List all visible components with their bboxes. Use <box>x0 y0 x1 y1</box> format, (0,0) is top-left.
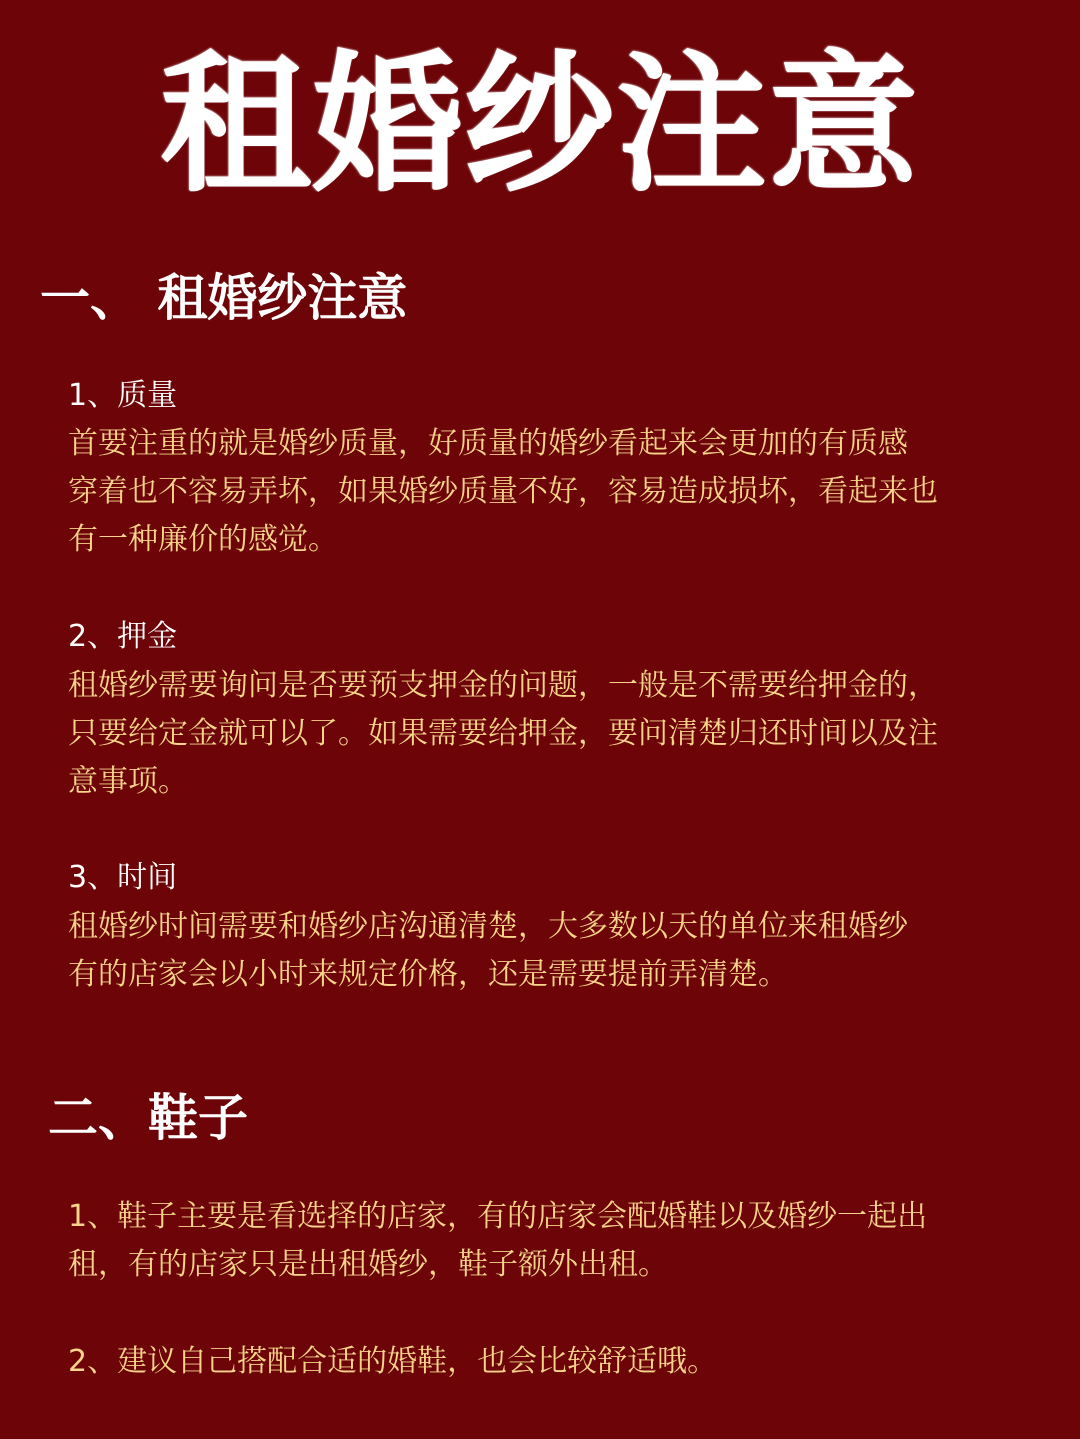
item-heading-deposit: 2、押金 <box>68 619 178 654</box>
item-body-shoes-2 <box>68 1338 1018 1386</box>
body-line: 有一种廉价的感觉。 <box>68 522 338 557</box>
item-body-time <box>68 903 1018 999</box>
body-line: 租婚纱时间需要和婚纱店沟通清楚，大多数以天的单位来租婚纱 <box>68 909 908 944</box>
item-heading-time: 3、时间 <box>68 860 178 895</box>
item-body-deposit <box>68 662 1018 806</box>
body-line: 只要给定金就可以了。如果需要给押金，要问清楚归还时间以及注 <box>68 716 938 751</box>
body-line: 租，有的店家只是出租婚纱，鞋子额外出租。 <box>68 1247 668 1282</box>
body-line: 有的店家会以小时来规定价格，还是需要提前弄清楚。 <box>68 957 788 992</box>
body-line: 2、建议自己搭配合适的婚鞋，也会比较舒适哦。 <box>68 1344 718 1379</box>
body-line: 意事项。 <box>68 764 188 799</box>
body-line: 首要注重的就是婚纱质量，好质量的婚纱看起来会更加的有质感 <box>68 426 908 461</box>
item-body-shoes-1 <box>68 1193 1018 1289</box>
item-body-quality <box>68 420 1018 564</box>
section-heading-shoes: 二、鞋子 <box>48 1089 248 1147</box>
page-title: 租婚纱注意 <box>159 38 920 212</box>
body-line: 租婚纱需要询问是否要预支押金的问题，一般是不需要给押金的， <box>68 668 938 703</box>
section-heading-rental-notes: 一、 租婚纱注意 <box>40 269 408 327</box>
body-line: 1、鞋子主要是看选择的店家，有的店家会配婚鞋以及婚纱一起出 <box>68 1199 928 1234</box>
body-line: 穿着也不容易弄坏，如果婚纱质量不好，容易造成损坏，看起来也 <box>68 474 938 509</box>
item-heading-quality: 1、质量 <box>68 378 178 413</box>
